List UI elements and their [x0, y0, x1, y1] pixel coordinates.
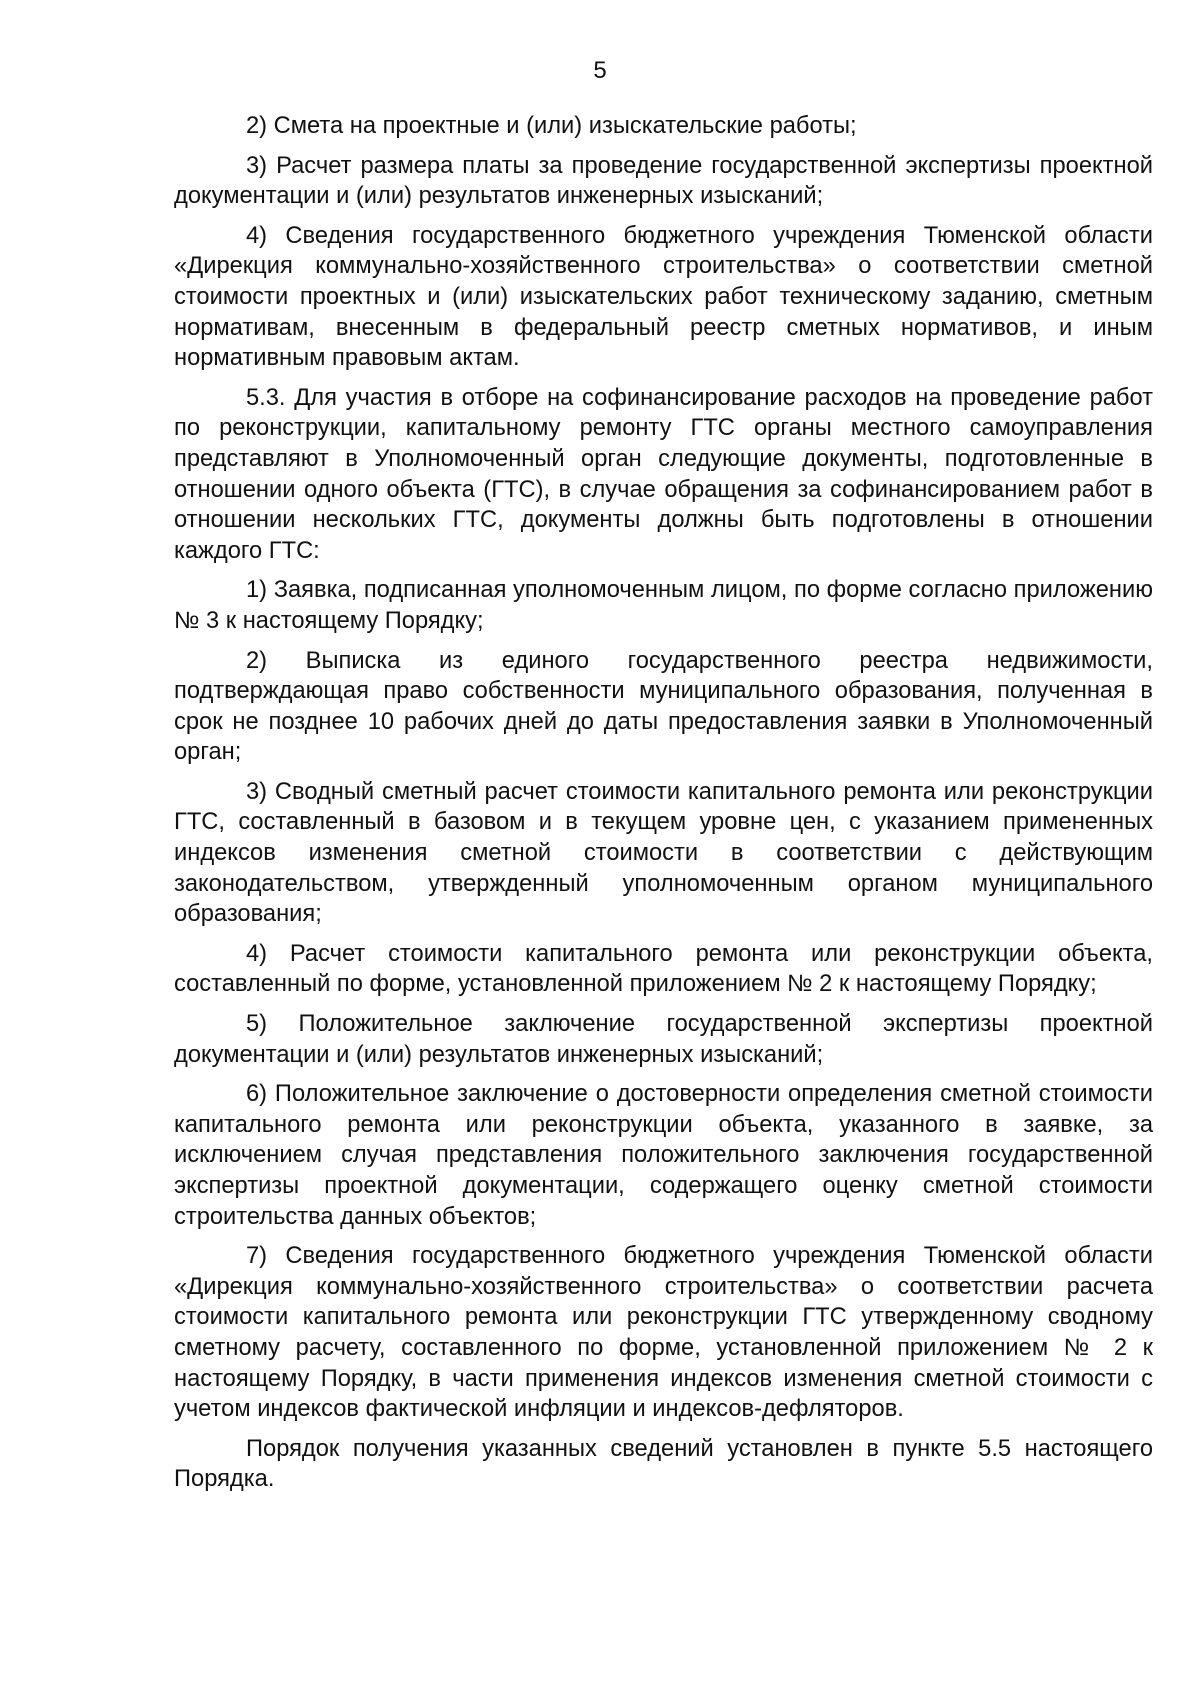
paragraph-expertise-fee-calculation: 3) Расчет размера платы за проведение государственной экспертизы проектной документации и (или) результатов инженерных изысканий; [174, 152, 1153, 210]
paragraph-estimate-design-survey: 2) Смета на проектные и (или) изыскательские работы; [246, 113, 857, 139]
paragraph-directorate-information-works: 4) Сведения государственного бюджетного учреждения Тюменской области «Дирекция коммунально-хозяйственного строительства» о соответствии сметной стоимости проектных и (или) изыскательских работ техническому заданию, сметным нормативам, внесенным в федеральный реестр сметных нормативов, и иным нормативным правовым актам. [174, 222, 1153, 372]
paragraph-registry-extract: 2) Выписка из единого государственного реестра недвижимости, подтверждающая право собственности муниципального образования, полученная в срок не позднее 10 рабочих дней до даты предоставления заявки в Уполномоченный орган; [174, 647, 1153, 766]
paragraph-summary-estimate: 3) Сводный сметный расчет стоимости капитального ремонта или реконструкции ГТС, составленный в базовом и в текущем уровне цен, с указанием примененных индексов изменения сметной стоимости в соответствии с действующим законодательством, утвержденный уполномоченным органом муниципального образования; [174, 778, 1153, 928]
paragraph-section-5-3: 5.3. Для участия в отборе на софинансирование расходов на проведение работ по реконструкции, капитальному ремонту ГТС органы местного самоуправления представляют в Уполномоченный орган следующие документы, подготовленные в отношении одного объекта (ГТС), в случае обращения за софинансированием работ в отношении нескольких ГТС, документы должны быть подготовлены в отношении каждого ГТС: [174, 384, 1153, 564]
document-body [174, 111, 1153, 1504]
page-number: 5 [593, 57, 607, 84]
paragraph-estimate-reliability-conclusion: 6) Положительное заключение о достоверности определения сметной стоимости капитального ремонта или реконструкции объекта, указанного в заявке, за исключением случая представления положительного заключения государственной экспертизы проектной документации, содержащего оценку сметной стоимости строительства данных объектов; [174, 1081, 1153, 1230]
paragraph-expertise-conclusion: 5) Положительное заключение государственной экспертизы проектной документации и (или) результатов инженерных изысканий; [174, 1011, 1153, 1068]
paragraph-cost-calculation: 4) Расчет стоимости капитального ремонта или реконструкции объекта, составленный по форме, установленной приложением № 2 к настоящему Порядку; [174, 940, 1153, 998]
paragraph-application: 1) Заявка, подписанная уполномоченным лицом, по форме согласно приложению № 3 к настоящему Порядку; [174, 577, 1153, 634]
paragraph-directorate-information-calculation: 7) Сведения государственного бюджетного учреждения Тюменской области «Дирекция коммунально-хозяйственного строительства» о соответствии расчета стоимости капитального ремонта или реконструкции ГТС утвержденному сводному сметному расчету, составленного по форме, установленной приложением № 2 к настоящему Порядку, в части применения индексов изменения сметной стоимости с учетом индексов фактической инфляции и индексов-дефляторов. [174, 1243, 1153, 1423]
paragraph-procedure-reference: Порядок получения указанных сведений установлен в пункте 5.5 настоящего Порядка. [174, 1435, 1153, 1493]
